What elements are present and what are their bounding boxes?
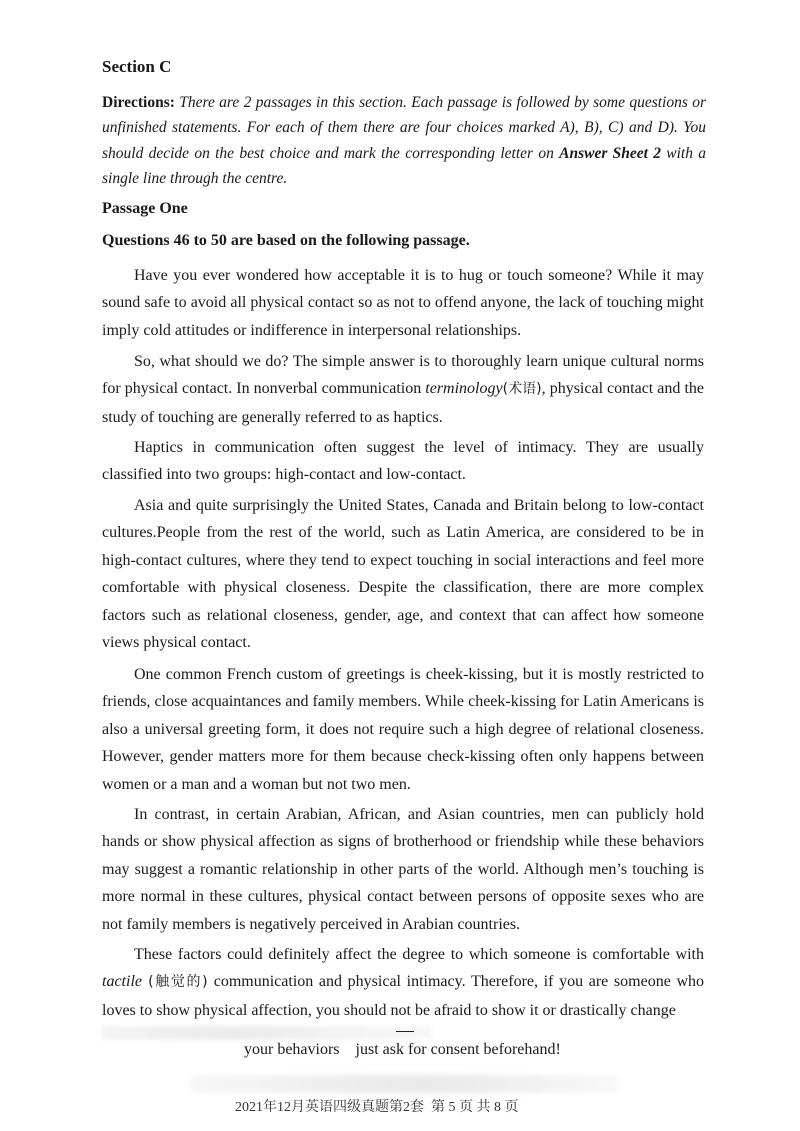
directions-label: Directions: xyxy=(102,94,175,111)
paragraph-5: One common French custom of greetings is cheek-kissing, but it is mostly restricted to friends, close acquaintances and family members. While cheek-kissing for Latin Americans is also a universal greeting form, it does not require such a high degree of relational closeness. However, gender matters more for them because check-kissing often only happens between women or a man and a woman but not two men. xyxy=(102,666,704,793)
paragraph-7-text-a: These factors could definitely affect the degree to which someone is comfortable with xyxy=(134,946,704,963)
blurred-footer xyxy=(190,1075,620,1093)
questions-heading: Questions 46 to 50 are based on the following passage. xyxy=(102,232,470,249)
paragraph-2-text-b: , physical contact and the study of touching are generally referred to as haptics. xyxy=(102,380,704,426)
paragraph-7 xyxy=(102,941,704,1024)
passage-title: Passage One xyxy=(102,200,188,217)
final-line: your behaviors just ask for consent beforehand! xyxy=(244,1041,561,1058)
paragraph-7-text-b: communication and physical intimacy. Therefore, if you are someone who loves to show physical affection, you should not be afraid to show it or drastically change xyxy=(102,973,705,1019)
term-terminology-gloss: (术语) xyxy=(502,381,542,398)
paragraph-1: Have you ever wondered how acceptable it is to hug or touch someone? While it may sound safe to avoid all physical contact so as not to offend anyone, the lack of touching might imply cold attitudes or indifference in interpersonal relationships. xyxy=(102,267,704,339)
paragraph-2 xyxy=(102,348,704,431)
term-tactile-gloss: (触觉的) xyxy=(141,974,214,991)
answer-blank-dash xyxy=(396,1031,414,1032)
paragraph-2-text-a: So, what should we do? The simple answer is to thoroughly learn unique cultural norms for physical contact. In nonverbal communication xyxy=(102,353,704,398)
directions-block xyxy=(102,90,706,191)
answer-sheet-label: Answer Sheet 2 xyxy=(559,144,661,162)
paragraph-6: In contrast, in certain Arabian, African, and Asian countries, men can publicly hold hands or show physical affection as signs of brotherhood or friendship while these behaviors may suggest a romantic relationship in other parts of the world. Although men’s touching is more normal in these cultures, physical contact between persons of opposite sexes who are not family members is negatively perceived in Arabian countries. xyxy=(102,806,704,933)
paragraph-4: Asia and quite surprisingly the United States, Canada and Britain belong to low-contact cultures.People from the rest of the world, such as Latin America, are considered to be in high-contact cultures, where they tend to expect touching in social interactions and feel more comfortable with physical closeness. Despite the classification, there are more complex factors such as relational closeness, gender, age, and context that can affect how someone views physical contact. xyxy=(102,497,704,652)
section-title: Section C xyxy=(102,57,172,76)
blurred-text-line xyxy=(102,1026,432,1040)
directions-text-1: There are 2 passages in this section. Each passage is followed by some questions or unfinished statements. For each of them there are four choices marked A), B), C) and D). You should decide on the best choice and mark the corresponding letter on xyxy=(102,94,706,162)
paragraph-3: Haptics in communication often suggest the level of intimacy. They are usually classified into two groups: high-contact and low-contact. xyxy=(102,439,704,484)
directions-text-2: with a single line through the centre. xyxy=(102,144,706,187)
term-terminology: terminology xyxy=(425,380,503,398)
page-footer: 2021年12月英语四级真题第2套 第 5 页 共 8 页 xyxy=(235,1100,519,1115)
term-tactile: tactile xyxy=(102,973,142,991)
